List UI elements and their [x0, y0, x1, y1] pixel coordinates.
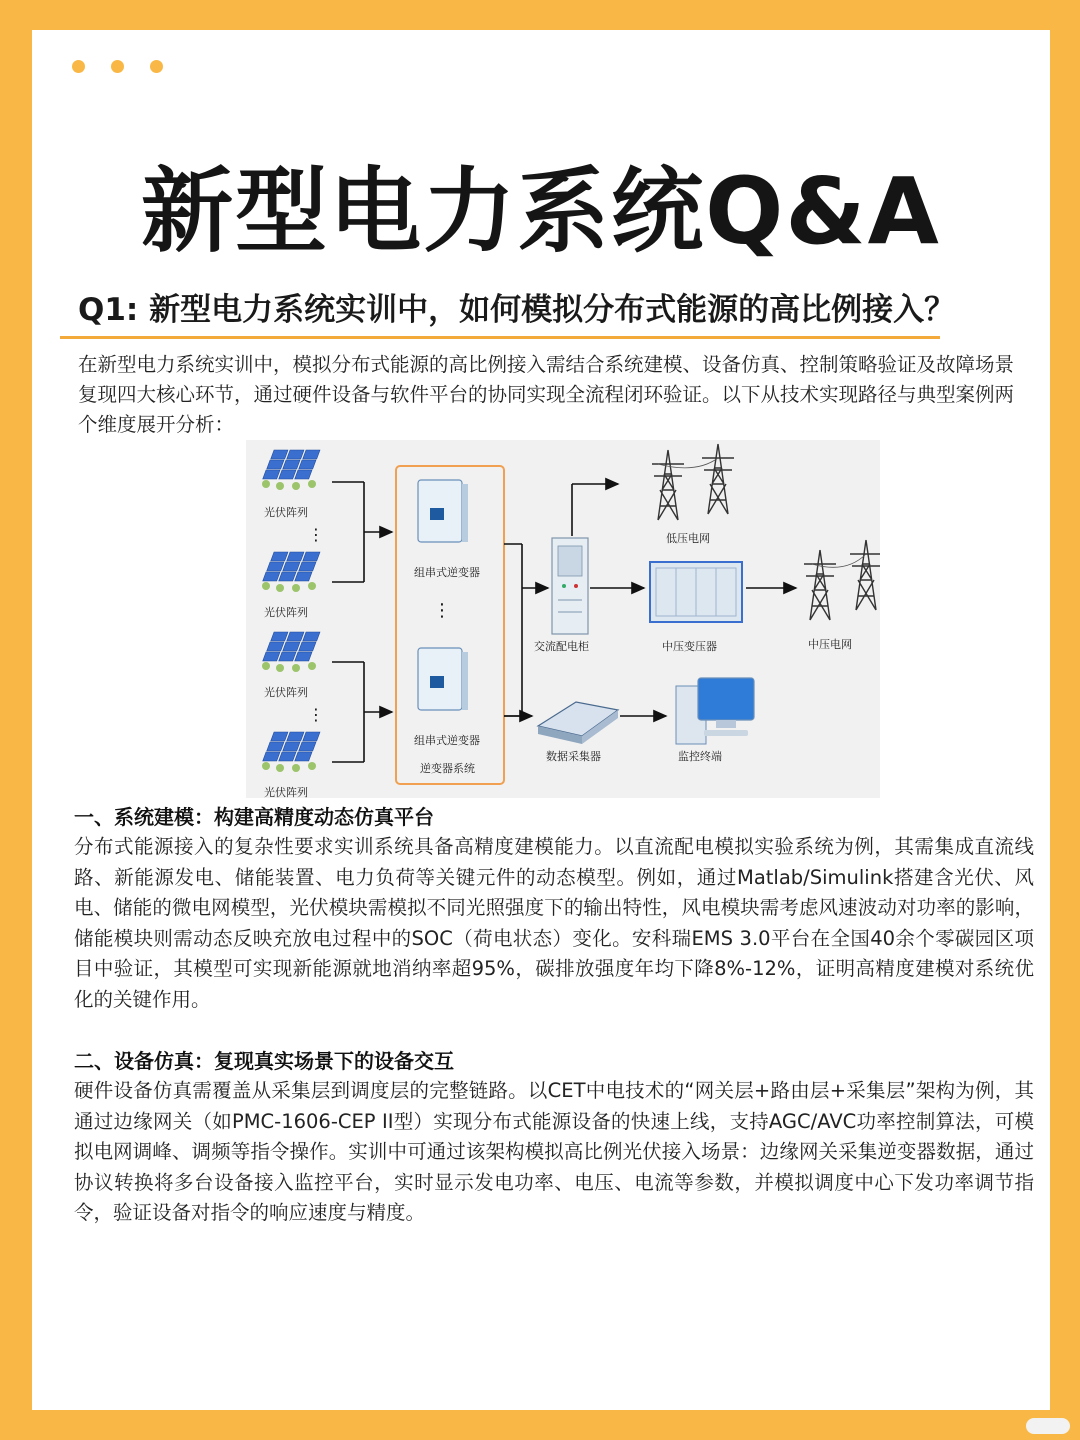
- section-body: 分布式能源接入的复杂性要求实训系统具备高精度建模能力。以直流配电模拟实验系统为例，其需集成直流线路、新能源发电、储能装置、电力负荷等关键元件的动态模型。例如，通过Matlab/Simulink搭建含光伏、风电、储能的微电网模型，光伏模块需模拟不同光照强度下的输出特性，风电模块需考虑风速波动对功率的影响，储能模块则需动态反映充放电过程中的SOC（荷电状态）变化。安科瑞EMS 3.0平台在全国40余个零碳园区项目中验证，其模型可实现新能源就地消纳率超95%，碳排放强度年均下降8%-12%，证明高精度建模对系统优化的关键作用。: [74, 835, 1034, 1011]
- label-mid-transformer: 中压变压器: [662, 640, 717, 653]
- label-monitor-terminal: 监控终端: [678, 750, 722, 763]
- decor-dots: [72, 60, 163, 73]
- decor-dot: [111, 60, 124, 73]
- decor-dot: [150, 60, 163, 73]
- label-pv-array: 光伏阵列: [264, 686, 308, 699]
- section-device-simulation: [74, 1046, 1034, 1229]
- content-card: [32, 30, 1050, 1410]
- label-ac-cabinet: 交流配电柜: [534, 640, 589, 653]
- svg-text:⋮: ⋮: [308, 525, 324, 544]
- watermark-badge: [1026, 1418, 1070, 1434]
- label-low-voltage-grid: 低压电网: [666, 532, 710, 545]
- decor-dot: [72, 60, 85, 73]
- svg-text:⋮: ⋮: [308, 705, 324, 724]
- label-pv-array: 光伏阵列: [264, 786, 308, 799]
- label-string-inverter: 组串式逆变器: [414, 566, 480, 579]
- section-title: 二、设备仿真：复现真实场景下的设备交互: [74, 1049, 454, 1073]
- label-pv-array: 光伏阵列: [264, 606, 308, 619]
- section-system-modeling: [74, 802, 1034, 1015]
- section-title: 一、系统建模：构建高精度动态仿真平台: [74, 805, 434, 829]
- section-body: 硬件设备仿真需覆盖从采集层到调度层的完整链路。以CET中电技术的“网关层+路由层+采集层”架构为例，其通过边缘网关（如PMC-1606-CEP II型）实现分布式能源设备的快速上线，支持AGC/AVC功率控制算法，可模拟电网调峰、调频等指令操作。实训中可通过该架构模拟高比例光伏接入场景：边缘网关采集逆变器数据，通过协议转换将多台设备接入监控平台，实时显示发电功率、电压、电流等参数，并模拟调度中心下发功率调节指令，验证设备对指令的响应速度与精度。: [74, 1079, 1034, 1224]
- question-heading: Q1: 新型电力系统实训中，如何模拟分布式能源的高比例接入？: [78, 292, 956, 328]
- label-pv-array: 光伏阵列: [264, 506, 308, 519]
- label-mid-voltage-grid: 中压电网: [808, 638, 852, 651]
- label-string-inverter: 组串式逆变器: [414, 734, 480, 747]
- heading-underline: [60, 336, 940, 339]
- page-title: 新型电力系统Q&A: [141, 158, 941, 265]
- pv-system-diagram: [246, 440, 880, 798]
- label-inverter-system: 逆变器系统: [420, 762, 475, 775]
- svg-text:⋮: ⋮: [433, 600, 451, 621]
- intro-paragraph: 在新型电力系统实训中，模拟分布式能源的高比例接入需结合系统建模、设备仿真、控制策略验证及故障场景复现四大核心环节，通过硬件设备与软件平台的协同实现全流程闭环验证。以下从技术实现路径与典型案例两个维度展开分析：: [78, 353, 1015, 436]
- diagram-graphics: [246, 440, 880, 798]
- label-data-collector: 数据采集器: [546, 750, 601, 763]
